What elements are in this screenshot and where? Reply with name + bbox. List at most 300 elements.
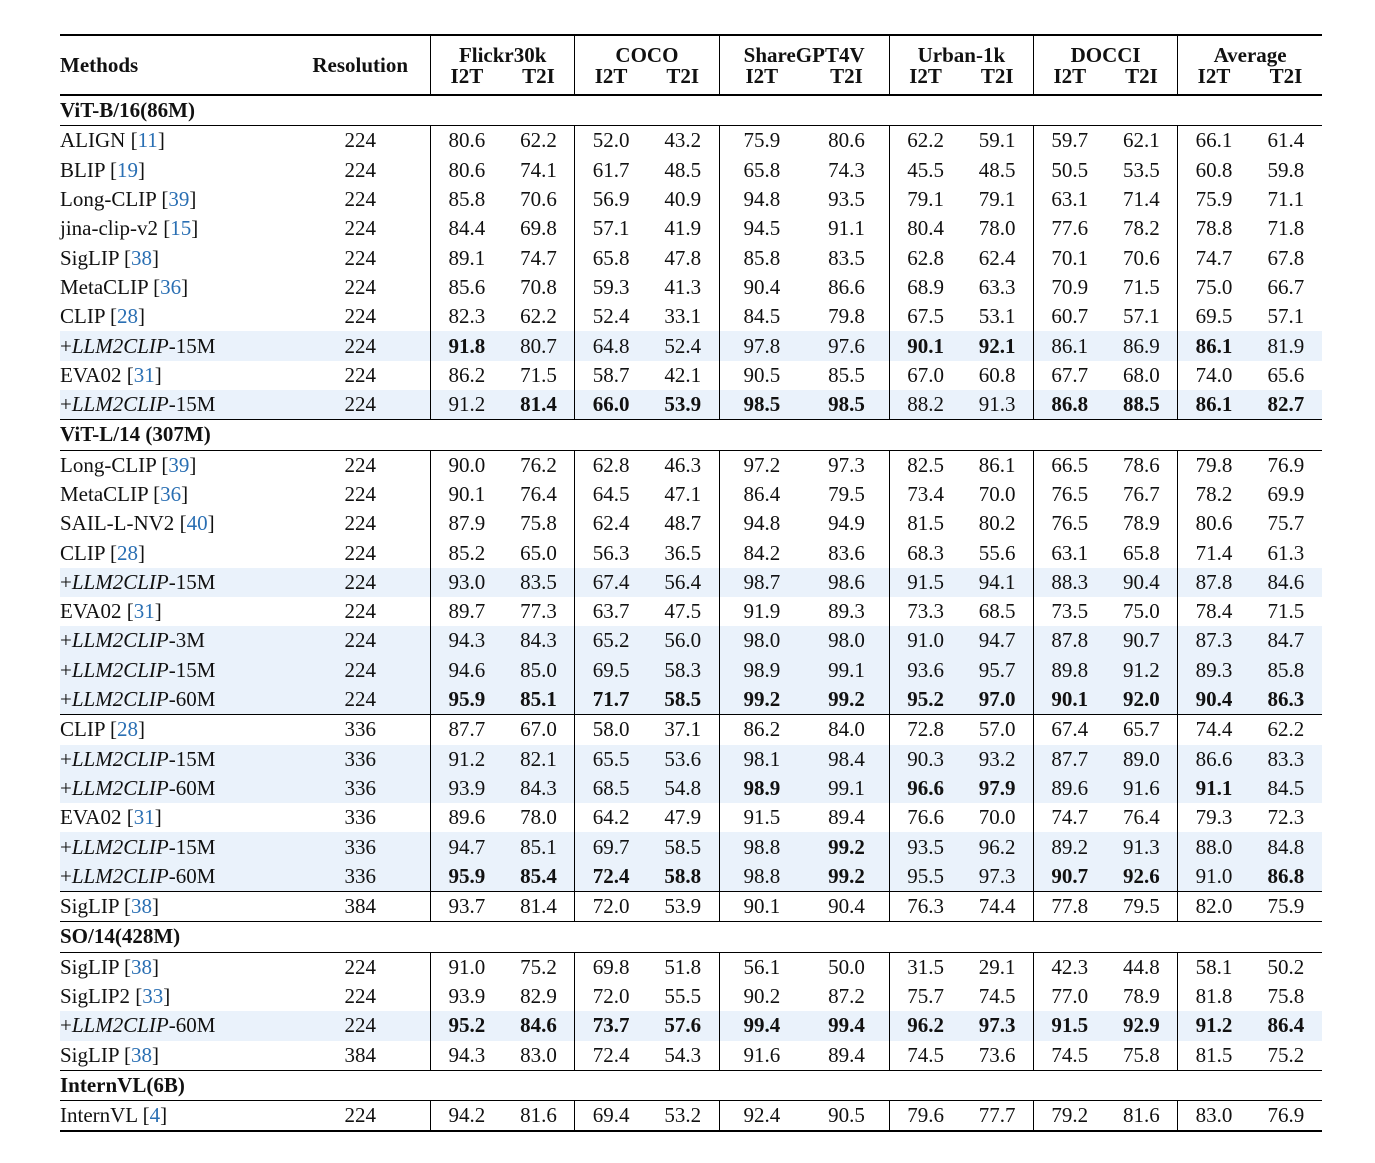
score-cell: 99.2 — [804, 862, 889, 892]
table-row — [60, 185, 1322, 214]
table-row — [60, 745, 1322, 774]
method-name: LLM2CLIP — [71, 333, 169, 358]
score-cell: 81.6 — [503, 1101, 575, 1132]
score-cell: 79.8 — [828, 304, 865, 329]
score-cell: 83.0 — [520, 1042, 557, 1067]
score-cell: 60.8 — [1178, 156, 1250, 185]
citation-link[interactable]: 15 — [170, 216, 192, 241]
score-cell: 37.1 — [647, 715, 719, 745]
score-cell: 79.6 — [889, 1101, 961, 1132]
method-suffix: -15M — [168, 392, 216, 417]
score-cell: 86.2 — [719, 715, 804, 745]
score-cell: 85.8 — [1250, 656, 1322, 685]
score-cell: 78.4 — [1178, 597, 1250, 626]
score-cell: 87.7 — [431, 715, 503, 745]
score-cell: 84.5 — [1250, 774, 1322, 803]
score-cell: 67.8 — [1267, 245, 1305, 270]
score-cell: 74.4 — [961, 892, 1033, 922]
score-cell: 90.0 — [431, 450, 503, 480]
score-cell: 59.8 — [1267, 157, 1305, 182]
score-cell: 91.1 — [1178, 774, 1250, 803]
score-cell: 86.1 — [1178, 331, 1250, 360]
table-row — [60, 832, 1322, 861]
score-cell: 87.7 — [1033, 745, 1105, 774]
score-cell: 98.8 — [719, 832, 804, 861]
score-cell: 99.1 — [804, 774, 889, 803]
metric-header: I2T — [1033, 66, 1105, 95]
score-cell: 42.3 — [1033, 952, 1105, 982]
score-cell: 59.3 — [575, 273, 647, 302]
citation-link[interactable]: 31 — [133, 362, 155, 387]
score-cell: 90.1 — [1033, 685, 1105, 715]
score-cell: 89.2 — [1033, 832, 1105, 861]
score-cell: 66.0 — [575, 390, 647, 420]
method-name: LLM2CLIP — [71, 657, 169, 682]
score-cell: 58.0 — [575, 715, 647, 745]
score-cell: 88.3 — [1033, 568, 1105, 597]
score-cell: 91.6 — [1106, 774, 1178, 803]
score-cell: 91.5 — [1033, 1011, 1105, 1040]
score-cell: 67.0 — [503, 715, 575, 745]
score-cell: 91.5 — [889, 568, 961, 597]
resolution-cell: 224 — [290, 685, 430, 715]
table-row — [60, 803, 1322, 832]
score-cell: 84.3 — [503, 774, 575, 803]
table-row — [60, 538, 1322, 567]
method-prefix: + — [60, 569, 72, 594]
metric-header: I2T — [431, 66, 503, 95]
score-cell: 75.2 — [1267, 1042, 1305, 1067]
score-cell: 70.0 — [978, 482, 1016, 506]
method-name: LLM2CLIP — [71, 834, 169, 859]
citation-link[interactable]: 40 — [186, 511, 208, 536]
score-cell: 90.7 — [1106, 626, 1178, 655]
score-cell: 84.3 — [503, 626, 575, 655]
table-row — [60, 715, 1322, 745]
score-cell: 87.3 — [1178, 626, 1250, 655]
score-cell: 70.6 — [1123, 245, 1160, 270]
method-cell — [60, 626, 290, 655]
score-cell: 41.3 — [664, 274, 702, 299]
score-cell: 81.5 — [1178, 1041, 1250, 1071]
score-cell: 75.7 — [889, 982, 961, 1011]
score-cell: 87.8 — [1178, 568, 1250, 597]
score-cell: 78.0 — [978, 216, 1016, 241]
score-cell: 91.0 — [1178, 862, 1250, 892]
score-cell: 42.1 — [664, 362, 702, 387]
score-cell: 65.0 — [520, 540, 557, 565]
score-cell: 87.9 — [431, 509, 503, 538]
method-cell — [60, 568, 290, 597]
score-cell: 52.0 — [575, 126, 647, 156]
method-suffix: -15M — [168, 657, 216, 682]
score-cell: 98.0 — [804, 626, 889, 655]
score-cell: 91.2 — [431, 390, 503, 420]
table-row — [60, 243, 1322, 272]
resolution-cell: 336 — [290, 745, 430, 774]
resolution-cell: 224 — [344, 274, 376, 299]
table-row — [60, 774, 1322, 803]
score-cell: 94.1 — [961, 568, 1033, 597]
score-cell: 80.6 — [431, 126, 503, 156]
metric-header: I2T — [1178, 66, 1250, 95]
score-cell: 77.8 — [1033, 892, 1105, 922]
score-cell: 47.1 — [664, 482, 702, 506]
resolution-cell: 224 — [290, 1011, 430, 1040]
method-name: CLIP — [60, 717, 105, 742]
citation-link[interactable]: 28 — [116, 304, 138, 329]
method-name: LLM2CLIP — [71, 746, 169, 771]
score-cell: 77.7 — [961, 1101, 1033, 1132]
score-cell: 57.1 — [1267, 304, 1305, 329]
score-cell: 96.6 — [889, 774, 961, 803]
score-cell: 89.6 — [431, 803, 503, 832]
resolution-cell: 224 — [344, 304, 376, 329]
table-row — [60, 892, 1322, 922]
score-cell: 97.2 — [719, 450, 804, 480]
dataset-header: Flickr30k — [431, 35, 575, 66]
dataset-header: ShareGPT4V — [719, 35, 889, 66]
resolution-cell: 224 — [344, 954, 376, 979]
score-cell: 80.6 — [431, 156, 503, 185]
score-cell: 91.2 — [1106, 656, 1178, 685]
resolution-cell: 224 — [344, 245, 376, 270]
table-row — [60, 568, 1322, 597]
score-cell: 84.8 — [1250, 832, 1322, 861]
section-header-row — [60, 420, 1322, 450]
resolution-cell: 224 — [344, 540, 376, 565]
score-cell: 57.1 — [575, 214, 647, 243]
score-cell: 59.1 — [978, 128, 1016, 153]
score-cell: 93.2 — [961, 745, 1033, 774]
score-cell: 80.6 — [828, 128, 865, 153]
score-cell: 89.4 — [828, 805, 865, 830]
section-title: ViT-B/16(86M) — [60, 95, 1322, 126]
score-cell: 85.2 — [431, 538, 503, 567]
score-cell: 84.7 — [1250, 626, 1322, 655]
score-cell: 70.0 — [978, 805, 1016, 830]
score-cell: 80.2 — [978, 511, 1016, 536]
score-cell: 73.3 — [889, 597, 961, 626]
score-cell: 93.9 — [431, 982, 503, 1011]
score-cell: 91.1 — [828, 216, 865, 241]
score-cell: 78.2 — [1178, 480, 1250, 509]
score-cell: 65.2 — [575, 626, 647, 655]
score-cell: 74.1 — [520, 157, 557, 182]
score-cell: 95.7 — [961, 656, 1033, 685]
score-cell: 69.4 — [575, 1101, 647, 1132]
score-cell: 41.9 — [664, 216, 702, 241]
methods-header: Methods — [60, 35, 290, 95]
score-cell: 85.0 — [503, 656, 575, 685]
score-cell: 53.5 — [1123, 157, 1160, 182]
score-cell: 69.9 — [1267, 482, 1305, 506]
score-cell: 58.3 — [647, 656, 719, 685]
score-cell: 75.0 — [1178, 273, 1250, 302]
method-name: SAIL-L-NV2 — [60, 511, 175, 536]
score-cell: 57.1 — [1123, 304, 1160, 329]
method-cell — [60, 1011, 290, 1040]
method-name: ALIGN — [60, 128, 126, 153]
score-cell: 53.1 — [978, 304, 1016, 329]
score-cell: 81.4 — [503, 390, 575, 420]
score-cell: 85.8 — [719, 243, 804, 272]
method-prefix: + — [60, 657, 72, 682]
results-table — [60, 34, 1322, 1132]
metric-header: T2I — [1250, 66, 1322, 95]
metric-header: I2T — [719, 66, 804, 95]
score-cell: 90.1 — [889, 331, 961, 360]
score-cell: 90.7 — [1033, 862, 1105, 892]
score-cell: 63.7 — [575, 597, 647, 626]
method-cell: jina-clip-v2 [15] — [60, 216, 199, 241]
section-title: ViT-L/14 (307M) — [60, 420, 1322, 450]
citation-link[interactable]: 4 — [149, 1103, 161, 1128]
resolution-cell: 224 — [344, 452, 376, 477]
citation-link[interactable]: 36 — [160, 482, 182, 506]
score-cell: 86.9 — [1106, 331, 1178, 360]
score-cell: 76.7 — [1123, 482, 1160, 506]
method-suffix: -15M — [168, 569, 216, 594]
citation-link[interactable]: 39 — [168, 452, 190, 477]
table-row — [60, 302, 1322, 331]
score-cell: 97.9 — [961, 774, 1033, 803]
score-cell: 90.4 — [719, 273, 804, 302]
score-cell: 83.0 — [1178, 1101, 1250, 1132]
score-cell: 48.7 — [664, 511, 702, 536]
score-cell: 80.6 — [1178, 509, 1250, 538]
score-cell: 90.4 — [1106, 568, 1178, 597]
citation-link[interactable]: 28 — [116, 540, 138, 565]
score-cell: 76.2 — [520, 452, 557, 477]
score-cell: 69.8 — [575, 952, 647, 982]
score-cell: 70.6 — [520, 187, 557, 212]
score-cell: 94.6 — [431, 656, 503, 685]
score-cell: 47.9 — [664, 805, 702, 830]
score-cell: 78.9 — [1123, 511, 1160, 536]
method-name: BLIP — [60, 157, 105, 182]
score-cell: 73.4 — [889, 480, 961, 509]
score-cell: 59.7 — [1033, 126, 1105, 156]
score-cell: 94.8 — [719, 185, 804, 214]
citation-link[interactable]: 36 — [160, 274, 182, 299]
score-cell: 72.8 — [889, 715, 961, 745]
score-cell: 64.5 — [575, 480, 647, 509]
citation-link[interactable]: 31 — [133, 805, 155, 830]
method-prefix: + — [60, 333, 72, 358]
score-cell: 75.8 — [1267, 984, 1305, 1009]
score-cell: 92.4 — [719, 1101, 804, 1132]
score-cell: 71.8 — [1267, 216, 1305, 241]
resolution-cell: 224 — [344, 128, 376, 153]
score-cell: 53.2 — [647, 1101, 719, 1132]
score-cell: 92.6 — [1106, 862, 1178, 892]
score-cell: 91.2 — [1178, 1011, 1250, 1040]
score-cell: 79.3 — [1178, 803, 1250, 832]
resolution-cell: 224 — [344, 511, 376, 536]
score-cell: 77.6 — [1033, 214, 1105, 243]
score-cell: 66.7 — [1267, 274, 1305, 299]
score-cell: 36.5 — [664, 540, 702, 565]
score-cell: 29.1 — [978, 954, 1016, 979]
citation-link[interactable]: 38 — [130, 894, 152, 919]
table-row — [60, 156, 1322, 185]
score-cell: 86.3 — [1250, 685, 1322, 715]
citation-link[interactable]: 38 — [130, 954, 152, 979]
score-cell: 84.4 — [431, 214, 503, 243]
resolution-cell: 224 — [290, 656, 430, 685]
score-cell: 76.9 — [1267, 452, 1305, 477]
score-cell: 91.0 — [889, 626, 961, 655]
score-cell: 73.7 — [575, 1011, 647, 1040]
citation-link[interactable]: 38 — [130, 1042, 152, 1067]
table-row — [60, 390, 1322, 420]
score-cell: 99.2 — [804, 685, 889, 715]
table-row — [60, 1011, 1322, 1040]
score-cell: 89.1 — [431, 243, 503, 272]
score-cell: 92.1 — [961, 331, 1033, 360]
score-cell: 62.2 — [889, 126, 961, 156]
score-cell: 62.1 — [1123, 128, 1160, 153]
method-name: InternVL — [60, 1103, 138, 1128]
score-cell: 89.6 — [1033, 774, 1105, 803]
citation-link[interactable]: 28 — [116, 717, 138, 742]
score-cell: 74.7 — [1178, 243, 1250, 272]
score-cell: 69.5 — [1178, 302, 1250, 331]
resolution-cell: 224 — [290, 626, 430, 655]
score-cell: 82.7 — [1250, 390, 1322, 420]
metric-header: I2T — [889, 66, 961, 95]
score-cell: 57.6 — [647, 1011, 719, 1040]
score-cell: 72.3 — [1267, 805, 1305, 830]
score-cell: 83.5 — [828, 245, 865, 270]
score-cell: 82.3 — [431, 302, 503, 331]
score-cell: 65.8 — [575, 243, 647, 272]
score-cell: 89.0 — [1106, 745, 1178, 774]
score-cell: 68.0 — [1123, 362, 1160, 387]
score-cell: 62.4 — [978, 245, 1016, 270]
metric-header: T2I — [647, 66, 719, 95]
score-cell: 58.8 — [647, 862, 719, 892]
score-cell: 48.5 — [978, 157, 1016, 182]
score-cell: 89.4 — [828, 1042, 865, 1067]
metric-header: T2I — [1106, 66, 1178, 95]
method-name: MetaCLIP — [60, 482, 148, 506]
score-cell: 98.9 — [719, 656, 804, 685]
citation-link[interactable]: 38 — [130, 245, 152, 270]
score-cell: 74.5 — [889, 1041, 961, 1071]
score-cell: 89.3 — [828, 599, 865, 624]
score-cell: 56.9 — [575, 185, 647, 214]
method-cell: CLIP [28] — [60, 540, 145, 565]
score-cell: 86.8 — [1033, 390, 1105, 420]
score-cell: 61.3 — [1267, 540, 1305, 565]
score-cell: 95.2 — [431, 1011, 503, 1040]
method-name: jina-clip-v2 — [60, 216, 158, 241]
method-suffix: -60M — [168, 775, 216, 800]
score-cell: 86.6 — [828, 274, 865, 299]
score-cell: 78.0 — [520, 805, 557, 830]
score-cell: 78.6 — [1123, 452, 1160, 477]
method-name: EVA02 — [60, 362, 122, 387]
score-cell: 91.6 — [719, 1041, 804, 1071]
method-name: CLIP — [60, 304, 105, 329]
score-cell: 81.4 — [503, 892, 575, 922]
score-cell: 99.4 — [719, 1011, 804, 1040]
score-cell: 58.5 — [647, 685, 719, 715]
score-cell: 95.5 — [889, 862, 961, 892]
resolution-cell: 336 — [290, 862, 430, 892]
score-cell: 75.9 — [1178, 185, 1250, 214]
score-cell: 53.9 — [647, 892, 719, 922]
score-cell: 88.5 — [1106, 390, 1178, 420]
method-name: EVA02 — [60, 599, 122, 624]
score-cell: 86.4 — [719, 480, 804, 509]
score-cell: 76.4 — [1123, 805, 1160, 830]
score-cell: 84.5 — [719, 302, 804, 331]
score-cell: 74.3 — [828, 157, 865, 182]
citation-link[interactable]: 11 — [137, 128, 158, 153]
score-cell: 43.2 — [664, 128, 702, 153]
method-name: LLM2CLIP — [71, 392, 169, 417]
method-name: CLIP — [60, 540, 105, 565]
method-cell — [60, 774, 290, 803]
score-cell: 91.2 — [431, 745, 503, 774]
score-cell: 97.3 — [961, 1011, 1033, 1040]
table-row — [60, 126, 1322, 156]
score-cell: 33.1 — [664, 304, 702, 329]
table-row — [60, 1101, 1322, 1132]
score-cell: 83.6 — [828, 540, 865, 565]
score-cell: 65.6 — [1267, 362, 1305, 387]
method-cell: CLIP [28] — [60, 715, 290, 745]
score-cell: 68.3 — [889, 538, 961, 567]
citation-link[interactable]: 19 — [116, 157, 138, 182]
method-cell — [60, 832, 290, 861]
method-cell — [60, 656, 290, 685]
citation-link[interactable]: 31 — [133, 599, 155, 624]
score-cell: 85.6 — [431, 273, 503, 302]
score-cell: 77.3 — [520, 599, 557, 624]
score-cell: 92.0 — [1106, 685, 1178, 715]
score-cell: 62.8 — [575, 450, 647, 480]
score-cell: 67.7 — [1033, 361, 1105, 390]
resolution-header: Resolution — [290, 35, 430, 95]
score-cell: 94.8 — [719, 509, 804, 538]
method-prefix: + — [60, 687, 72, 712]
score-cell: 81.5 — [889, 509, 961, 538]
method-cell: MetaCLIP [36] — [60, 482, 189, 506]
resolution-cell: 336 — [344, 805, 376, 830]
score-cell: 91.3 — [961, 390, 1033, 420]
method-prefix: + — [60, 746, 72, 771]
method-cell: Long-CLIP [39] — [60, 452, 197, 477]
resolution-cell: 336 — [290, 832, 430, 861]
score-cell: 85.4 — [503, 862, 575, 892]
resolution-cell: 336 — [290, 715, 430, 745]
method-cell: Long-CLIP [39] — [60, 187, 197, 212]
score-cell: 62.2 — [520, 128, 557, 153]
score-cell: 82.9 — [520, 984, 557, 1009]
score-cell: 76.4 — [520, 482, 557, 506]
citation-link[interactable]: 39 — [168, 187, 190, 212]
resolution-cell: 224 — [344, 187, 376, 212]
score-cell: 46.3 — [664, 452, 702, 477]
score-cell: 67.4 — [1033, 715, 1105, 745]
score-cell: 90.5 — [719, 361, 804, 390]
citation-link[interactable]: 33 — [142, 984, 164, 1009]
score-cell: 80.4 — [889, 214, 961, 243]
